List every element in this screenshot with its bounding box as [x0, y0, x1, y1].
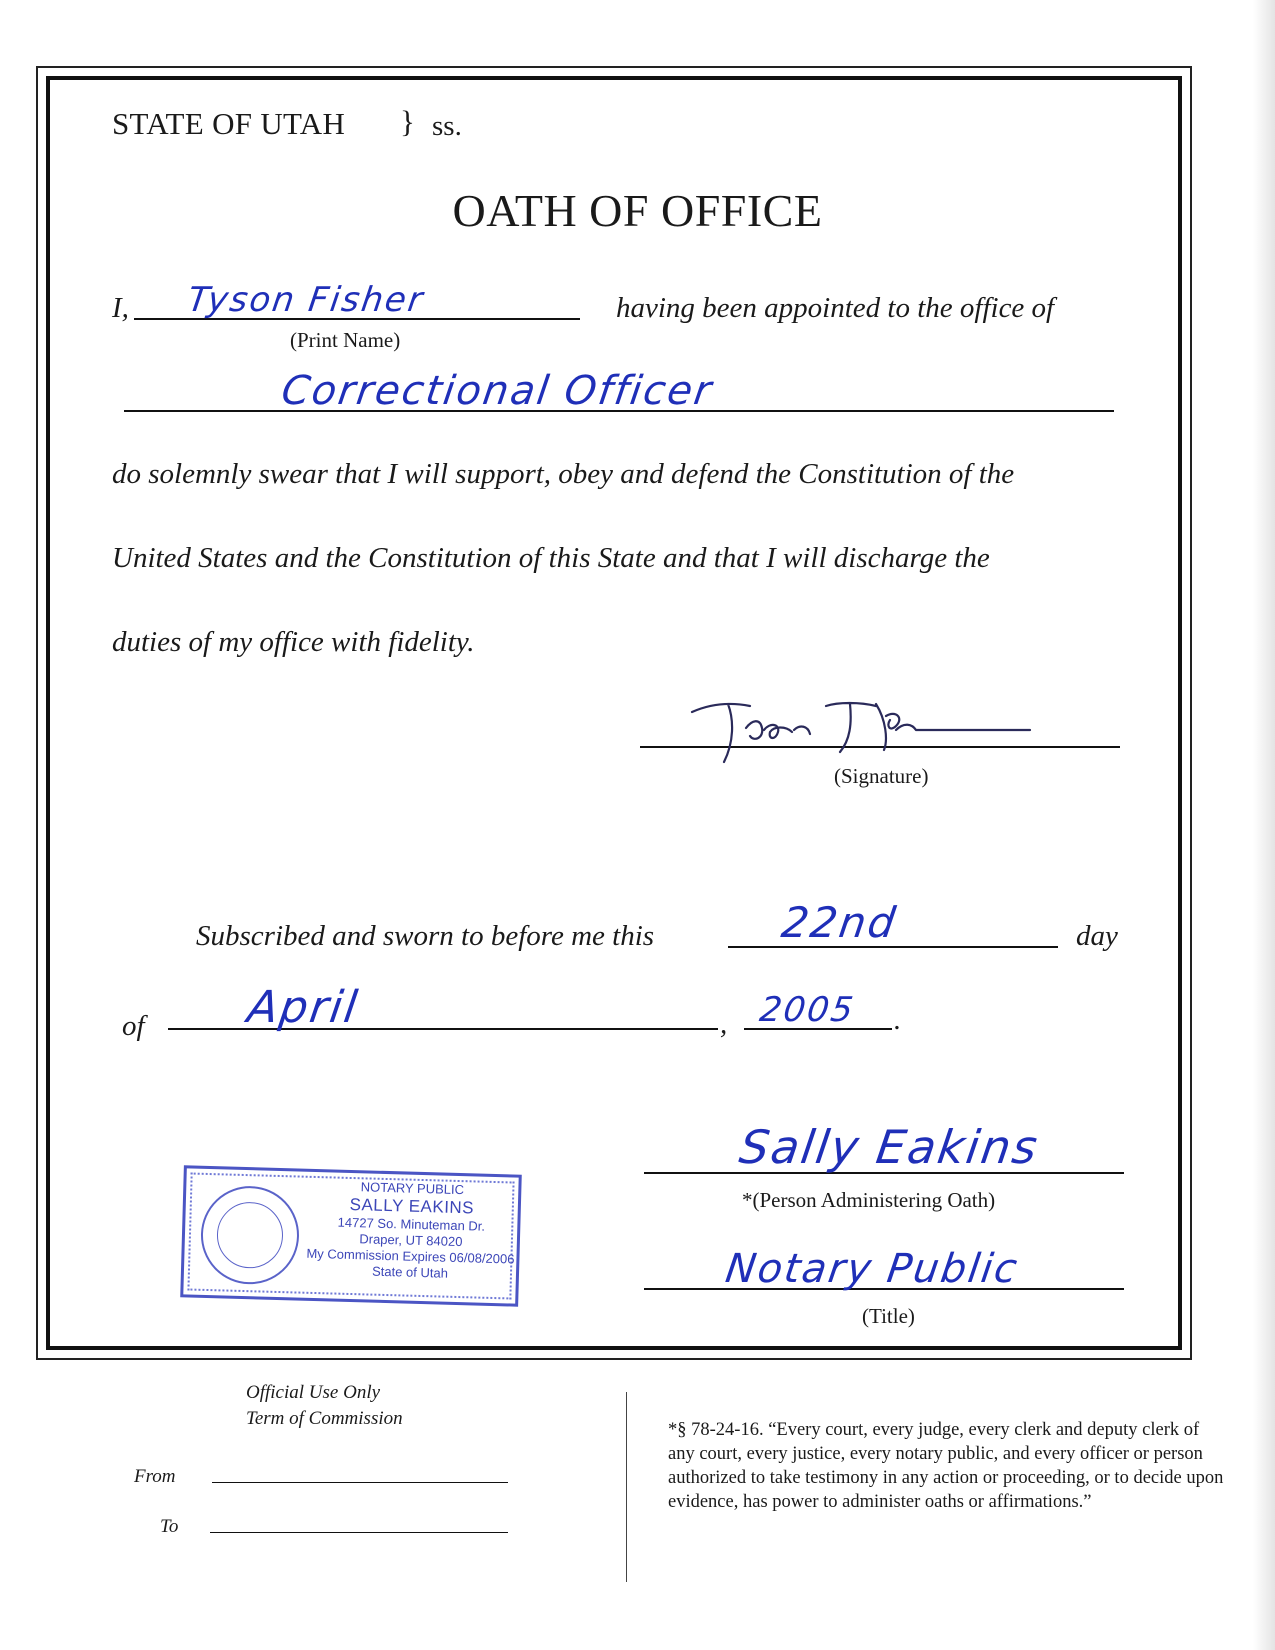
from-line [212, 1482, 508, 1483]
document-title: OATH OF OFFICE [452, 185, 823, 236]
handwritten-name: Tyson Fisher [185, 280, 427, 320]
state-heading: STATE OF UTAH [112, 106, 346, 141]
statute-note: *§ 78-24-16. “Every court, every judge, every clerk and deputy clerk of any court, every justice, every notary public, and every officer or person authorized to take testimony in any action or proceeding, or to decide upon evidence, has power to administer oaths or affirmations.” [668, 1420, 1224, 1512]
official-use-heading: Official Use Only [246, 1382, 381, 1403]
stamp-text [304, 1178, 519, 1284]
i-label: I, [112, 292, 129, 324]
oath-line-2: United States and the Constitution of this State and that I will discharge the [112, 542, 990, 574]
from-label: From [134, 1466, 176, 1487]
subscribed-text: Subscribed and sworn to before me this [196, 920, 655, 952]
signature-caption: (Signature) [834, 764, 929, 788]
handwritten-year: 2005 [757, 990, 858, 1030]
oath-line-3: duties of my office with fidelity. [112, 626, 475, 658]
state-seal-icon [200, 1185, 301, 1286]
oath-line-1: do solemnly swear that I will support, obey and defend the Constitution of the [112, 458, 1015, 490]
appointed-text: having been appointed to the office of [616, 292, 1055, 324]
to-label: To [160, 1516, 179, 1537]
title-caption: (Title) [862, 1304, 915, 1328]
ss-label: ss. [432, 110, 462, 142]
stamp-notary-label: NOTARY PUBLIC [360, 1179, 465, 1198]
handwritten-title: Notary Public [722, 1246, 1022, 1292]
stamp-state: State of Utah [371, 1263, 449, 1281]
handwritten-month: April [244, 982, 363, 1033]
term-of-commission-heading: Term of Commission [246, 1408, 403, 1429]
stamp-notary-name: SALLY EAKINS [349, 1194, 475, 1218]
brace-symbol: } [400, 104, 415, 139]
print-name-caption: (Print Name) [290, 328, 401, 352]
page-edge-shadow [1253, 0, 1275, 1650]
to-line [210, 1532, 508, 1533]
period: . [894, 1004, 902, 1036]
handwritten-day: 22nd [778, 898, 901, 947]
footer-divider [626, 1392, 627, 1582]
administrator-caption: *(Person Administering Oath) [742, 1188, 996, 1212]
handwritten-administrator: Sally Eakins [736, 1120, 1043, 1174]
stamp-address-2: Draper, UT 84020 [359, 1231, 463, 1250]
of-label: of [122, 1010, 145, 1042]
stamp-address-1: 14727 So. Minuteman Dr. [337, 1214, 486, 1234]
handwritten-office: Correctional Officer [278, 368, 716, 414]
stamp-commission: My Commission Expires 06/08/2006 [306, 1245, 515, 1267]
comma: , [720, 1008, 728, 1040]
notary-stamp [180, 1165, 522, 1306]
day-label: day [1076, 920, 1118, 952]
